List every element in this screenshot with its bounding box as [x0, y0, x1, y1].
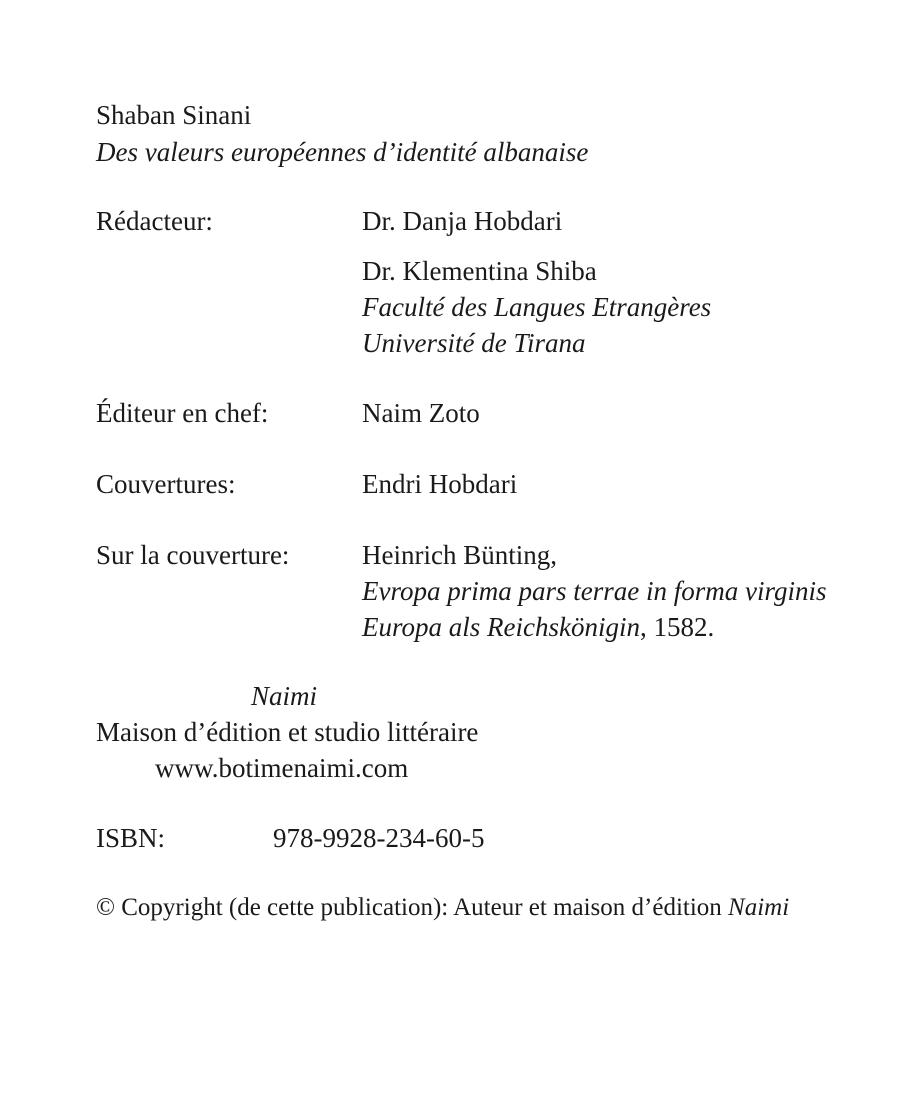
isbn-value: 978-9928-234-60-5 — [273, 823, 485, 853]
redacteur-affiliation-2: Université de Tirana — [362, 328, 586, 358]
redacteur-affiliation-1: Faculté des Langues Etrangères — [362, 292, 712, 322]
publisher-name: Naimi — [251, 681, 318, 711]
copyright-publisher: Naimi — [728, 894, 790, 921]
editeur-label: Éditeur en chef: — [96, 398, 269, 428]
cover-artist: Heinrich Bünting, — [362, 540, 557, 570]
copyright-notice — [96, 895, 789, 920]
isbn-label: ISBN: — [96, 823, 166, 853]
couvertures-name: Endri Hobdari — [362, 469, 518, 499]
book-title: Des valeurs européennes d’identité albanaise — [96, 137, 589, 167]
cover-work-subtitle: Europa als Reichskönigin — [362, 612, 640, 642]
cover-work-title: Evropa prima pars terrae in forma virginis — [362, 576, 827, 606]
cover-work-line — [362, 614, 714, 641]
cover-label: Sur la couverture: — [96, 540, 290, 570]
publisher-description: Maison d’édition et studio littéraire — [96, 717, 479, 747]
publisher-website: www.botimenaimi.com — [155, 753, 409, 783]
couvertures-label: Couvertures: — [96, 469, 236, 499]
redacteur-name-1: Dr. Danja Hobdari — [362, 206, 563, 236]
redacteur-label: Rédacteur: — [96, 206, 213, 236]
copyright-text: © Copyright (de cette publication): Auteur et maison d’édition — [96, 894, 729, 921]
editeur-name: Naim Zoto — [362, 398, 480, 428]
author-name: Shaban Sinani — [96, 100, 252, 130]
cover-work-year: , 1582. — [639, 612, 715, 642]
redacteur-name-2: Dr. Klementina Shiba — [362, 256, 597, 286]
